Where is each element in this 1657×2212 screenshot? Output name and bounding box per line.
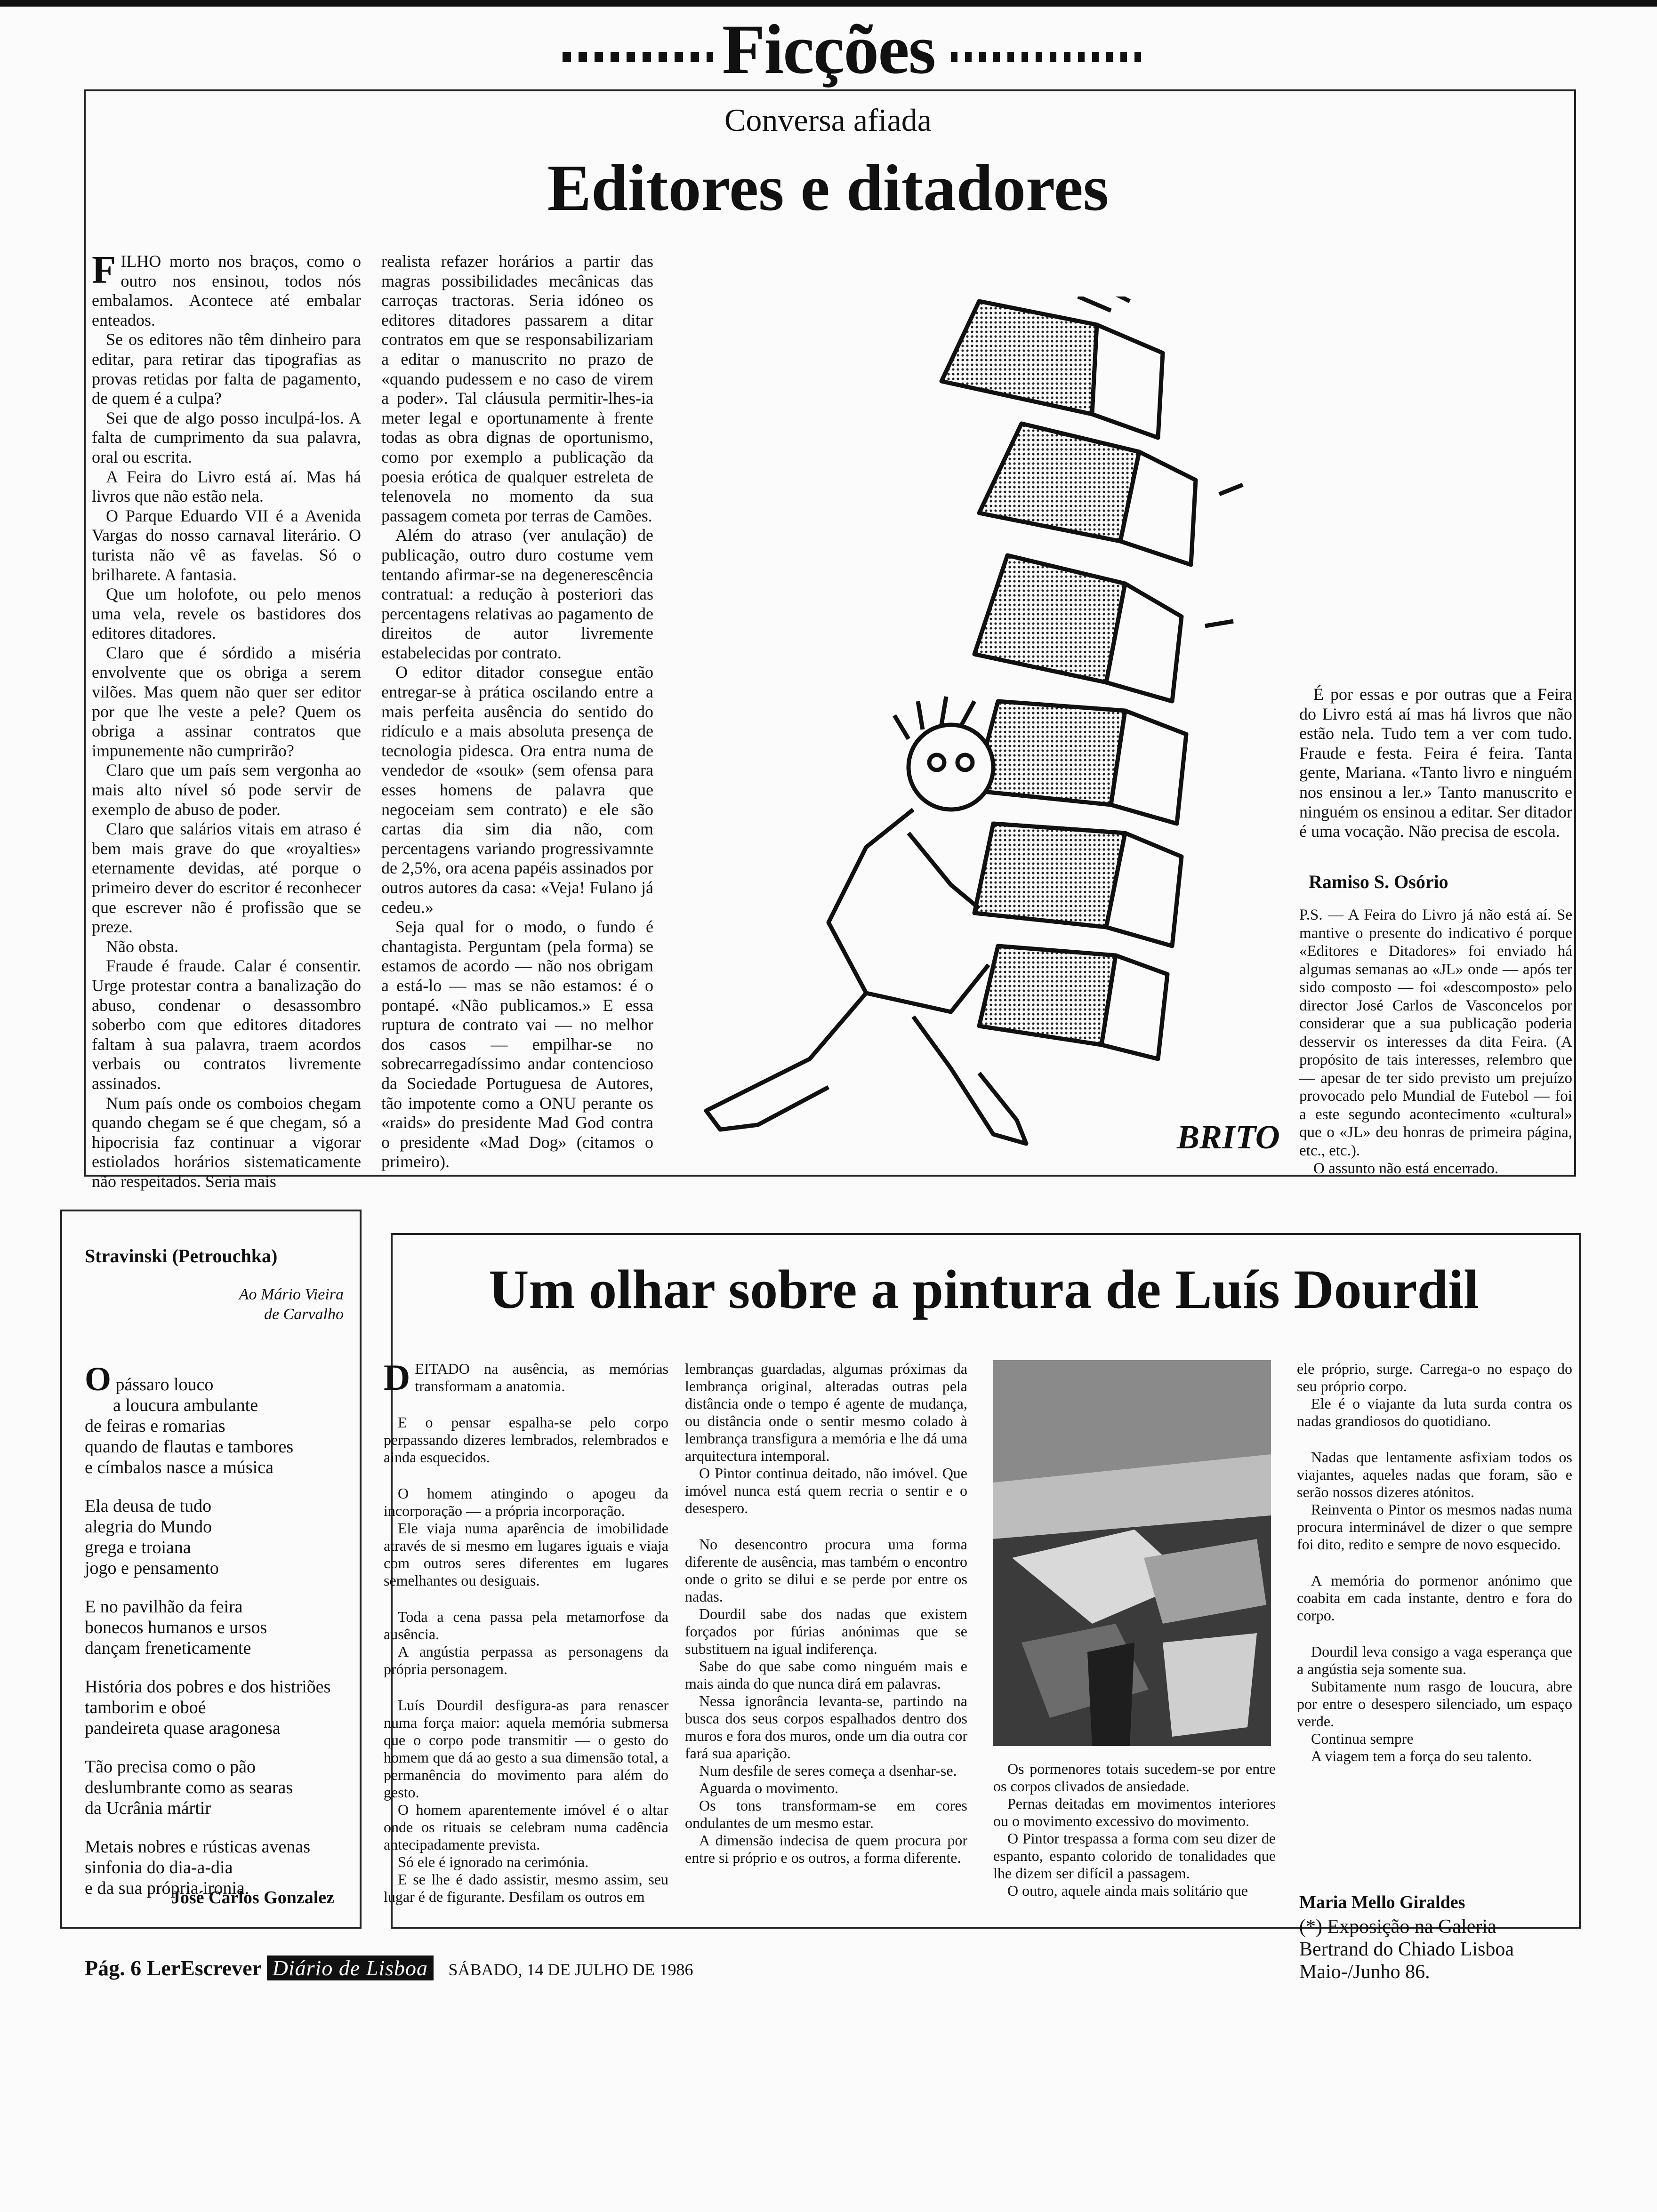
poem-body (85, 1360, 348, 1916)
paragraph: A dimensão indecisa de quem procura por entre si próprio e os outros, a forma diferente. (685, 1832, 967, 1866)
paragraph: ele próprio, surge. Carrega-o no espaço do seu próprio corpo. (1297, 1360, 1572, 1395)
paragraph: P.S. — A Feira do Livro já não está aí. Se mantive o presente do indicativo é porque «Editores e Ditadores» foi enviado há algumas semanas ao «JL» onde — após ter sido composto — foi «descomposto» pelo director José Carlos de Vasconcelos por considerar que a sua publicação poderia desservir os interesses da dita Feira. (A propósito de tais interesses, relembro que — apesar de ter sido previsto um prejuízo provocado pelo Mundial de Futebol — foi a este segundo acontecimento «cultural» que o «JL» deu honras de primeira página, etc., etc.). (1299, 906, 1572, 1159)
stanza (85, 1496, 348, 1579)
paragraph: EITADO na ausência, as memórias transformam a anatomia. (415, 1360, 668, 1395)
verse: de feiras e romarias (85, 1416, 225, 1436)
article1-kicker: Conversa afiada (724, 102, 932, 138)
paragraph: Toda a cena passa pela metamorfose da ausência. (384, 1608, 668, 1643)
paragraph: Os pormenores totais sucedem-se por entre os corpos clivados de ansiedade. (993, 1760, 1276, 1795)
paragraph: Num desfile de seres começa a dsenhar-se. (699, 1762, 957, 1779)
paragraph: Luís Dourdil desfigura-as para renascer numa força maior: aquela memória submersa que o corpo pode transmitir — o gesto do homem que dá ao gesto a sua dimensão total, a permanência do movimento para além do gesto. (384, 1697, 668, 1801)
paragraph: ILHO morto nos braços, como o outro nos ensinou, todos nós embalamos. Acontece até embalar enteados. (92, 252, 361, 329)
stanza (85, 1360, 348, 1478)
paragraph: Sabe do que sabe como ninguém mais e mais ainda do que nunca dirá em palavras. (685, 1658, 967, 1692)
paragraph: Dourdil leva consigo a vaga esperança que a angústia seja somente sua. (1297, 1643, 1572, 1677)
verse: Metais nobres e rústicas avenas (85, 1837, 311, 1857)
page-footer (85, 1956, 693, 1980)
paragraph: A Feira do Livro está aí. Mas há livros que não estão nela. (92, 467, 361, 506)
illustration-man-carrying-books (687, 297, 1309, 1177)
verse: jogo e pensamento (85, 1558, 219, 1578)
paragraph: Ele é o viajante da luta surda contra os nadas grandiosos do quotidiano. (1297, 1395, 1572, 1429)
paragraph: Claro que um país sem vergonha ao mais alto nível só pode servir de exemplo de abuso de poder. (92, 761, 361, 819)
paragraph: lembranças guardadas, algumas próximas da lembrança original, alteradas outras pela distância onde o tempo é agente de mudança, ou distância onde o sentir mesmo colado à lembrança transfigura a memória e lhe dá uma arquitectura intemporal. (685, 1360, 967, 1464)
verse: da Ucrânia mártir (85, 1798, 211, 1818)
figure-man (706, 697, 1026, 1144)
paragraph: Continua sempre (1311, 1730, 1414, 1747)
section-title: Ficções (722, 10, 935, 88)
verse: pandeireta quase aragonesa (85, 1718, 281, 1738)
article1-col1 (92, 248, 361, 1192)
painting-image (993, 1360, 1271, 1746)
article2-dropcap: D (384, 1357, 410, 1398)
top-rule (0, 0, 1657, 7)
verse: História dos pobres e dos histriões (85, 1677, 331, 1697)
page-number: Pág. 6 (85, 1956, 142, 1980)
book-stack (941, 301, 1196, 1059)
paragraph: O Pintor trespassa a forma com seu dizer de espanto, espanto colorido de tonalidades que lhe dizem ser difícil a passagem. (993, 1830, 1276, 1882)
article1-col3 (1299, 685, 1572, 842)
paragraph: Que um holofote, ou pelo menos uma vela, revele os bastidores dos editores ditadores. (92, 585, 361, 643)
verse: grega e troiana (85, 1538, 191, 1557)
paragraph: Num país onde os comboios chegam quando chegam se é que chegam, só a hipocrisia faz continuar a vigorar estiolados horários sistematicamente não respeitados. Seria mais (92, 1093, 361, 1191)
paragraph: O Parque Eduardo VII é a Avenida Vargas do nosso carnaval literário. O turista não vê as favelas. Só o brilharete. A fantasia. (92, 506, 361, 584)
paragraph: A memória do pormenor anónimo que coabita em cada instante, dentro e fora do corpo. (1297, 1572, 1572, 1624)
verse: Ela deusa de tudo (85, 1496, 212, 1516)
article1-ps (1299, 906, 1572, 1178)
verse: sinfonia do dia-a-dia (85, 1858, 233, 1877)
verse: tamborim e oboé (85, 1698, 206, 1717)
article2-col1 (384, 1357, 668, 1906)
article2-headline: Um olhar sobre a pintura de Luís Dourdil (489, 1258, 1479, 1320)
paragraph: E o pensar espalha-se pelo corpo perpassando dizeres lembrados, relembrados e ainda esquecidos. (384, 1414, 668, 1466)
paragraph: Além do atraso (ver anulação) de publicação, outro duro costume vem tentando afirmar-se na degenerescência contratual: a redução à posteriori das percentagens relativas ao pagamento de direitos de autor livremente estabelecidas por contrato. (381, 526, 653, 662)
verse: Tão precisa como o pão (85, 1757, 256, 1777)
poem-author: José Carlos Gonzalez (171, 1888, 334, 1907)
dedication-line: Ao Mário Vieira (239, 1286, 344, 1303)
article2-col3 (993, 1760, 1276, 1899)
paragraph: Só ele é ignorado na cerimónia. (398, 1853, 589, 1870)
stanza (85, 1756, 348, 1819)
newspaper-logo: Diário de Lisboa (267, 1956, 434, 1980)
paragraph: Se os editores não têm dinheiro para editar, para retirar das tipografias as provas retidas por falta de pagamento, de quem é a culpa? (92, 330, 361, 408)
verse-initial: O (85, 1360, 112, 1398)
paragraph: realista refazer horários a partir das magras possibilidades mecânicas das carroças tractoras. Seria idóneo os editores ditadores passarem a ditar contratos em que se responsabilizariam a editar o manuscrito no prazo de «quando pudessem e no caso de virem a poder». Tal cláusula permitir-lhes-ia meter legal e oportunamente à frente todas as obra dignas de oportunismo, como por exemplo a publicação da poesia erótica de qualquer estreleta de telenovela no momento da sua passagem cometa por terras de Camões. (381, 252, 653, 525)
paragraph: Sei que de algo posso inculpá-los. A falta de cumprimento da sua palavra, oral ou escrita. (92, 408, 361, 466)
paragraph: Os tons transformam-se em cores ondulantes de um mesmo estar. (685, 1797, 967, 1831)
verse: a loucura ambulante (113, 1395, 258, 1415)
section-name: LerEscrever (146, 1956, 262, 1980)
dedication-line: de Carvalho (264, 1306, 344, 1323)
motion-lines (1205, 485, 1243, 626)
paragraph: Seja qual for o modo, o fundo é chantagista. Perguntam (pela forma) se estamos de acordo — não nos obrigam a está-lo — mas se não estamos: é o pontapé. «Não publicamos.» E essa ruptura de contrato vai — no melhor dos casos — empilhar-se no sobrecarregadíssimo andar contencioso da Sociedade Portuguesa de Autores, tão impotente como a ONU perante os «raids» do presidente Mad God contra o presidente «Mad Dog» (citamos o primeiro). (381, 917, 653, 1171)
issue-date: SÁBADO, 14 DE JULHO DE 1986 (448, 1960, 693, 1979)
paragraph: O editor ditador consegue então entregar-se à prática oscilando entre a mais perfeita ausência do sentido do ridículo e a mais absoluta presença de tecnologia pidesca. Ora entra numa de vendedor de «souk» (sem ofensa para esses homens de palavra que negoceiam sem contrato) e ele são cartas dia sim dia não, com percentagens variando progressivamnte de 2,5%, ora acena papéis assinados por outros autores da casa: «Veja! Fulano já cedeu.» (381, 663, 653, 917)
paragraph: O homem aparentemente imóvel é o altar onde os rituais se celebram numa cadência antecipadamente prevista. (384, 1801, 668, 1853)
article1-headline: Editores e ditadores (547, 152, 1109, 224)
paragraph: Nadas que lentamente asfixiam todos os viajantes, aqueles nadas que foram, são e serão nossos dizeres atónitos. (1297, 1449, 1572, 1500)
illustrator-signature: BRITO (1177, 1118, 1280, 1156)
verse: bonecos humanos e ursos (85, 1618, 267, 1637)
paragraph: Fraude é fraude. Calar é consentir. Urge protestar contra a banalização do abuso, condenar o desassombro soberbo com que editores ditadores faltam à sua palavra, traem acordos verbais ou contratos livremente assinados. (92, 956, 361, 1093)
paragraph: O outro, aquele ainda mais solitário que (1007, 1882, 1248, 1899)
article1-dropcap: F (92, 248, 116, 292)
poem-title: Stravinski (Petrouchka) (85, 1245, 278, 1266)
article2-col4 (1297, 1360, 1572, 1765)
paragraph: E se lhe é dado assistir, mesmo assim, seu lugar é de figurante. Desfilam os outros em (384, 1871, 668, 1905)
paragraph: Pernas deitadas em movimentos interiores ou o movimento excessivo do movimento. (993, 1795, 1276, 1829)
article1-signature: Ramiso S. Osório (1309, 871, 1448, 892)
motion-lines (1078, 297, 1130, 311)
verse: quando de flautas e tambores (85, 1437, 294, 1457)
paragraph: Claro que salários vitais em atraso é bem mais grave do que «royalties» eternamente devidas, até porque o primeiro dever do escritor é reconhecer que escrever não é profissão que se preze. (92, 819, 361, 937)
verse (85, 1360, 348, 1398)
paragraph: Não obsta. (106, 937, 178, 956)
paragraph: O Pintor continua deitado, não imóvel. Que imóvel nunca está quem recria o sentir e o desespero. (685, 1465, 967, 1516)
article2-author: Maria Mello Giraldes (1299, 1892, 1465, 1912)
verse: E no pavilhão da feira (85, 1597, 243, 1617)
article2-note: (*) Exposição na Galeria Bertrand do Chiado Lisboa Maio-/Junho 86. (1299, 1916, 1514, 1983)
paragraph: Aguarda o movimento. (699, 1779, 838, 1796)
verse: dançam freneticamente (85, 1638, 251, 1658)
verse: e címbalos nasce a música (85, 1458, 273, 1477)
stanza (85, 1676, 348, 1739)
paragraph: É por essas e por outras que a Feira do Livro está aí mas há livros que não estão nela. Tudo tem a ver com tudo. Fraude e festa. Feira é feira. Tanta gente, Mariana. «Tanto livro e ninguém nos ensinou a ler.» Tanto manuscrito e ninguém os ensinou a editar. Ser ditador é uma vocação. Não precisa de escola. (1299, 685, 1572, 841)
article1-col2 (381, 252, 653, 1172)
paragraph: O homem atingindo o apogeu da incorporação — a própria incorporação. (384, 1485, 668, 1519)
article2-col2 (685, 1360, 967, 1867)
paragraph: Ele viaja numa aparência de imobilidade através de si mesmo em lugares iguais e viaja com outros seres diferentes em lugares semelhantes ou desiguais. (384, 1520, 668, 1589)
paragraph: O assunto não está encerrado. (1313, 1160, 1499, 1177)
paragraph: Claro que é sórdido a miséria envolvente que os obriga a serem vilões. Mas quem não quer ser editor por que lhe veste a pele? Quem os obriga a assinar contratos que impunemente não cumprirão? (92, 643, 361, 760)
painting-photo (993, 1360, 1271, 1746)
verse-text: pássaro louco (115, 1375, 214, 1395)
paragraph: No desencontro procura uma forma diferente de ausência, mas também o encontro onde o grito se dilui e se perde por entre os nadas. (685, 1536, 967, 1605)
poem-dedication (155, 1285, 344, 1324)
paragraph: Nessa ignorância levanta-se, partindo na busca dos seus corpos espalhados dentro dos muros e fora dos muros, onde um dia outra cor fará sua aparição. (685, 1692, 967, 1762)
paragraph: Reinventa o Pintor os mesmos nadas numa procura interminável de dizer o que sempre foi dito, redito e sempre de novo esquecido. (1297, 1501, 1572, 1553)
paragraph: A viagem tem a força do seu talento. (1311, 1747, 1532, 1764)
verse: alegria do Mundo (85, 1517, 212, 1537)
verse: e da sua própria ironia. (85, 1878, 249, 1898)
paragraph: A angústia perpassa as personagens da própria personagem. (384, 1643, 668, 1677)
stanza (85, 1596, 348, 1659)
verse: deslumbrante como as searas (85, 1778, 293, 1797)
paragraph: Subitamente num rasgo de loucura, abre por entre o desespero silenciado, um espaço verde. (1297, 1678, 1572, 1730)
paragraph: Dourdil sabe dos nadas que existem forçados por fúrias anónimas que se substituem na igual indiferença. (685, 1605, 967, 1657)
